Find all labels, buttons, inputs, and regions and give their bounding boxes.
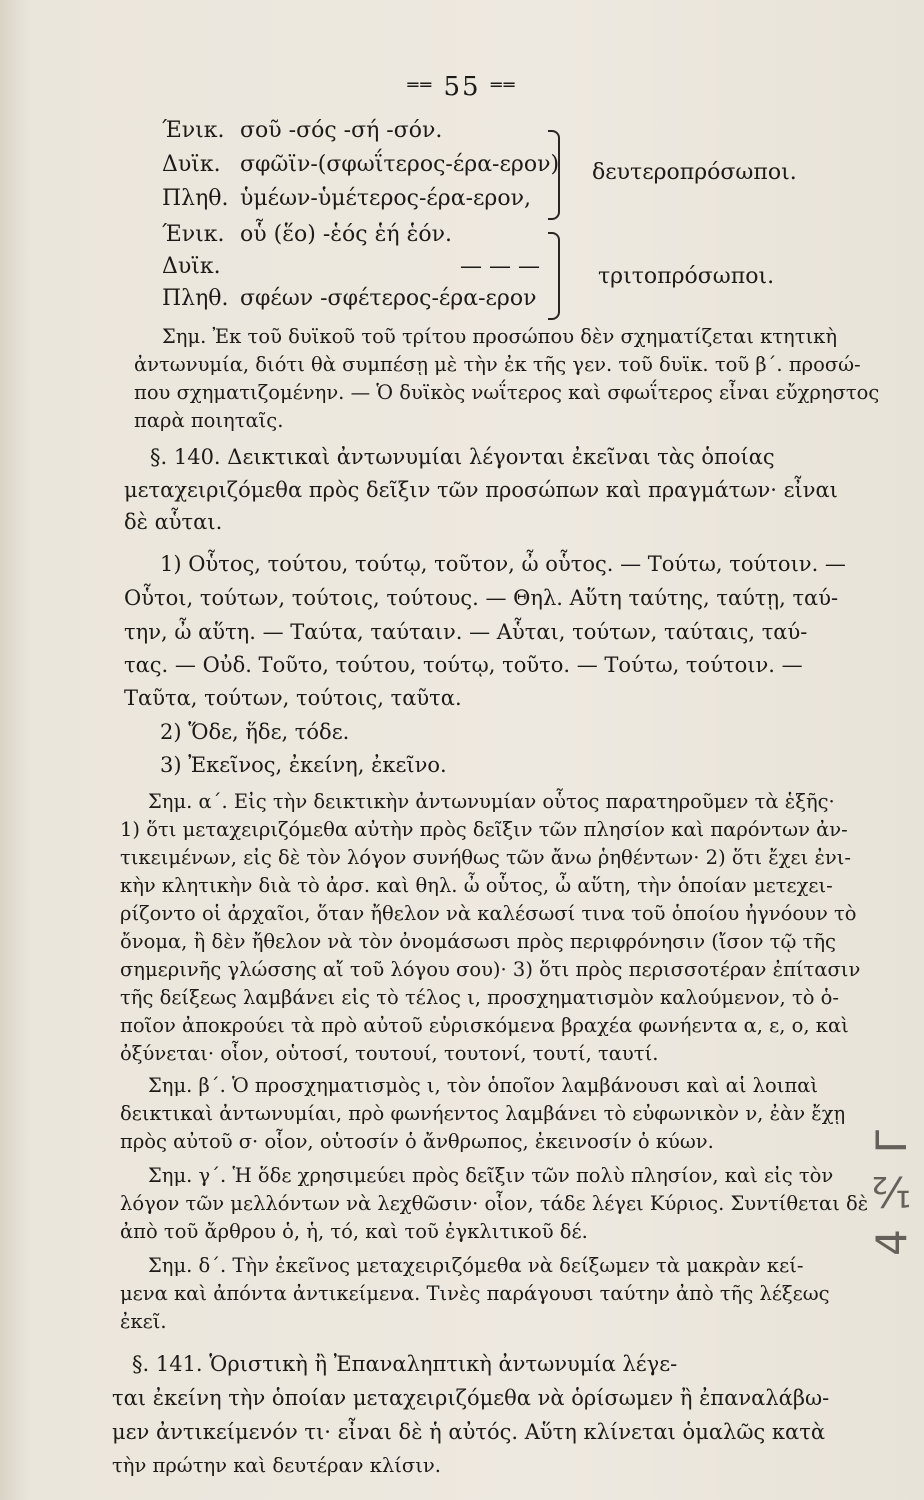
text-line: μεν ἀντικείμενόν τι· εἶναι δὲ ἡ αὐτός. Αὕτη κλίνεται ὁμαλῶς κατὰ	[112, 1420, 825, 1444]
text-line: κὴν κλητικὴν διὰ τὸ ἀρσ. καὶ θηλ. ὦ οὗτος, ὦ αὕτη, τὴν ὁποίαν μετεχει-	[120, 874, 833, 897]
paradigm-note: δευτεροπρόσωποι.	[592, 160, 797, 185]
text-line: πρὸς αὐτοῦ σ· οἷον, οὑτοσίν ὁ ἄνθρωπος, ἐκεινοσίν ὁ κύων.	[120, 1130, 714, 1153]
text-line: τῆς δείξεως λαμβάνει εἰς τὸ τέλος ι, προσχηματισμὸν καλούμενον, τὸ ὁ-	[120, 986, 839, 1009]
brace	[548, 232, 560, 320]
text-line: λόγον τῶν μελλόντων νὰ λεχθῶσιν· οἷον, τάδε λέγει Κύριος. Συντίθεται δὲ	[120, 1192, 869, 1215]
text-line: ὀξύνεται· οἷον, οὑτοσί, τουτουί, τουτονί, τουτί, ταυτί.	[120, 1042, 659, 1065]
brace	[548, 130, 560, 220]
paradigm-note: τριτοπρόσωποι.	[598, 264, 775, 289]
paradigm-row: Δυϊκ. — — —	[162, 254, 540, 279]
paradigm-row: Δυϊκ. σφῶϊν-(σφωΐτερος-έρα-ερον)	[162, 152, 560, 177]
text-line: τὴν πρώτην καὶ δευτέραν κλίσιν.	[112, 1454, 441, 1477]
text-line: ὄνομα, ἢ δὲν ἤθελον νὰ τὸν ὀνομάσωσι πρὸς περιφρόνησιν (ἴσον τῷ τῆς	[120, 930, 836, 953]
list-item: 1) Οὗτος, τούτου, τούτῳ, τοῦτον, ὦ οὗτος. — Τούτω, τούτοιν. —	[160, 552, 846, 576]
text-line: δὲ αὗται.	[124, 510, 223, 534]
text-line: Σημ. β΄. Ὁ προσχηματισμὸς ι, τὸν ὁποῖον λαμβάνουσι καὶ αἱ λοιπαὶ	[148, 1074, 819, 1097]
text-line: ἀντωνυμία, διότι θὰ συμπέσῃ μὲ τὴν ἐκ τῆς γεν. τοῦ δυϊκ. τοῦ β΄. προσώ-	[134, 353, 861, 376]
text-line: ἀπὸ τοῦ ἄρθρου ὁ, ἡ, τό, καὶ τοῦ ἐγκλιτικοῦ δέ.	[120, 1220, 588, 1243]
text-line: τικειμένων, εἰς δὲ τὸν λόγον συνήθως τῶν ἄνω ῥηθέντων· 2) ὅτι ἔχει ἐνι-	[120, 846, 852, 869]
text-line: ποῖον ἀποκρούει τὰ πρὸ αὐτοῦ εὑρισκόμενα βραχέα φωνήεντα α, ε, ο, καὶ	[120, 1014, 849, 1037]
text-line: δεικτικαὶ ἀντωνυμίαι, πρὸ φωνήεντος λαμβάνει τὸ εὐφωνικὸν ν, ἐὰν ἔχῃ	[120, 1102, 846, 1125]
text-line: που σχηματιζομένην. — Ὁ δυϊκὸς νωΐτερος καὶ σφωΐτερος εἶναι εὔχρηστος	[134, 381, 880, 404]
text-line: παρὰ ποιηταῖς.	[134, 409, 284, 432]
list-item: 2) Ὅδε, ἥδε, τόδε.	[160, 720, 350, 744]
paradigm-row: Πληθ. ὑμέων-ὑμέτερος-έρα-ερον,	[162, 186, 531, 211]
paradigm-row: Πληθ. σφέων -σφέτερος-έρα-ερον	[162, 286, 537, 311]
list-item: 3) Ἐκεῖνος, ἐκείνη, ἐκεῖνο.	[160, 753, 447, 777]
text-line: μεταχειριζόμεθα πρὸς δεῖξιν τῶν προσώπων καὶ πραγμάτων· εἶναι	[124, 478, 838, 502]
text-line: ἐκεῖ.	[120, 1310, 167, 1333]
text-line: Οὗτοι, τούτων, τούτοις, τούτους. — Θηλ. Αὕτη ταύτης, ταύτῃ, ταύ-	[124, 586, 839, 610]
section-140-heading: §. 140. Δεικτικαὶ ἀντωνυμίαι λέγονται ἐκεῖναι τὰς ὁποίας	[150, 445, 775, 469]
text-line: Σημ. Ἐκ τοῦ δυϊκοῦ τοῦ τρίτου προσώπου δὲν σχηματίζεται κτητικὴ	[162, 325, 838, 348]
text-line: Σημ. γ΄. Ἡ ὅδε χρησιμεύει πρὸς δεῖξιν τῶν πολὺ πλησίον, καὶ εἰς τὸν	[148, 1164, 834, 1187]
text-line: 1) ὅτι μεταχειριζόμεθα αὐτὴν πρὸς δεῖξιν τῶν πλησίον καὶ παρόντων ἀν-	[120, 818, 848, 841]
page-number: ══ 55 ══	[407, 72, 517, 102]
paradigm-row: Ένικ. οὗ (ἕο) -ἑός ἑή ἑόν.	[162, 222, 453, 247]
text-line: ρίζοντο οἱ ἀρχαῖοι, ὅταν ἤθελον νὰ καλέσωσί τινα τοῦ ὁποίου ἠγνόουν τὸ	[120, 902, 857, 925]
text-line: μενα καὶ ἀπόντα ἀντικείμενα. Τινὲς παράγουσι ταύτην ἀπὸ τῆς λέξεως	[120, 1282, 830, 1305]
text-line: σημερινῆς γλώσσης αἴ τοῦ λόγου σου)· 3) ὅτι πρὸς περισσοτέραν ἐπίτασιν	[120, 958, 861, 981]
text-line: Σημ. δ΄. Τὴν ἐκεῖνος μεταχειριζόμεθα νὰ δείξωμεν τὰ μακρὰν κεί-	[148, 1254, 804, 1277]
handwritten-margin-note: 4 ½ Γ	[867, 1130, 916, 1256]
text-line: ται ἐκείνη τὴν ὁποίαν μεταχειριζόμεθα νὰ ὁρίσωμεν ἢ ἐπαναλάβω-	[112, 1386, 830, 1410]
text-line: τας. — Οὐδ. Τοῦτο, τούτου, τούτῳ, τοῦτο. — Τούτω, τούτοιν. —	[124, 653, 803, 677]
text-line: Ταῦτα, τούτων, τούτοις, ταῦτα.	[124, 686, 462, 710]
paradigm-row: Ένικ. σοῦ -σός -σή -σόν.	[162, 118, 443, 143]
text-line: Σημ. α΄. Εἰς τὴν δεικτικὴν ἀντωνυμίαν οὗτος παρατηροῦμεν τὰ ἑξῆς·	[148, 790, 835, 813]
text-line: την, ὦ αὕτη. — Ταύτα, ταύταιν. — Αὗται, τούτων, ταύταις, ταύ-	[124, 620, 808, 644]
section-141-heading: §. 141. Ὁριστικὴ ἢ Ἐπαναληπτικὴ ἀντωνυμία λέγε-	[132, 1352, 678, 1376]
